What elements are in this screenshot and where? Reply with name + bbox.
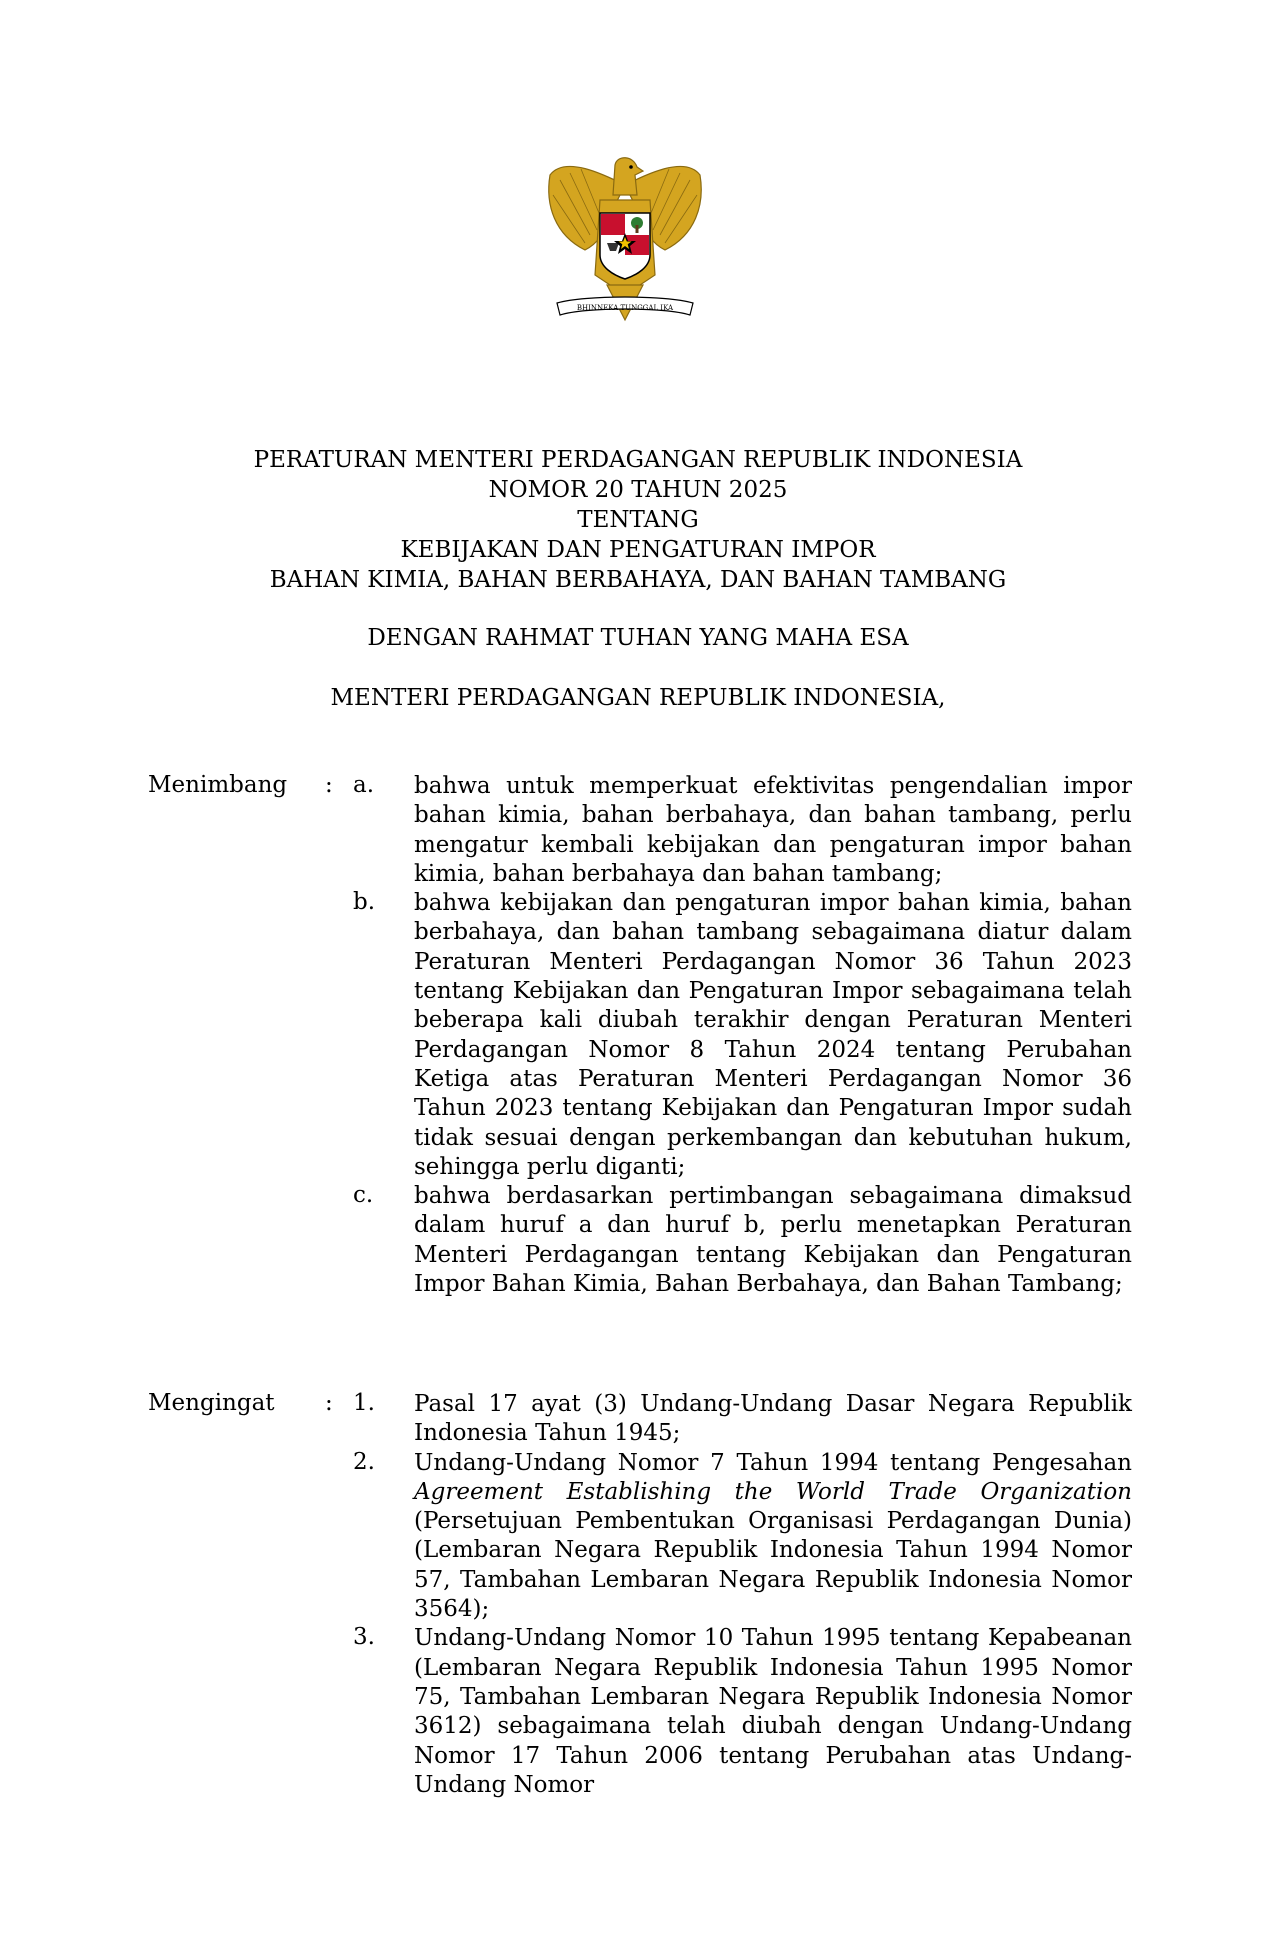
item-marker: c. xyxy=(353,1182,374,1209)
minister-line: MENTERI PERDAGANGAN REPUBLIK INDONESIA, xyxy=(330,685,946,711)
title-line: TENTANG xyxy=(577,507,699,533)
title-line: BAHAN KIMIA, BAHAN BERBAHAYA, DAN BAHAN TAMBANG xyxy=(269,567,1007,593)
item-marker: 1. xyxy=(353,1390,375,1416)
title-line: PERATURAN MENTERI PERDAGANGAN REPUBLIK INDONESIA xyxy=(253,447,1023,473)
item-text: bahwa kebijakan dan pengaturan impor bahan kimia, bahan berbahaya, dan bahan tambang sebagaimana diatur dalam Peraturan Menteri Perdagangan Nomor 36 Tahun 2023 tentang Kebijakan dan Pengaturan Impor sebagaimana telah beberapa kali diubah terakhir dengan Peraturan Menteri Perdagangan Nomor 8 Tahun 2024 tentang Perubahan Ketiga atas Peraturan Menteri Perdagangan Nomor 36 Tahun 2023 tentang Kebijakan dan Pengaturan Impor sudah tidak sesuai dengan perkembangan dan kebutuhan hukum, sehingga perlu diganti; xyxy=(414,890,1132,1180)
item-text xyxy=(414,1449,1132,1625)
item-text: Pasal 17 ayat (3) Undang-Undang Dasar Negara Republik Indonesia Tahun 1945; xyxy=(414,1391,1132,1447)
item-text: bahwa untuk memperkuat efektivitas pengendalian impor bahan kimia, bahan berbahaya, dan bahan tambang, perlu mengatur kembali kebijakan dan pengaturan impor bahan kimia, bahan berbahaya dan bahan tambang; xyxy=(414,773,1132,887)
title-line: NOMOR 20 TAHUN 2025 xyxy=(488,477,788,503)
section-colon: : xyxy=(325,1390,333,1416)
garuda-pancasila-emblem xyxy=(545,155,705,335)
section-colon: : xyxy=(325,772,333,798)
list-item xyxy=(0,1182,1276,1299)
list-item xyxy=(0,1624,1276,1800)
blessing-line: DENGAN RAHMAT TUHAN YANG MAHA ESA xyxy=(367,625,909,651)
item-text-italic: Agreement Establishing the World Trade Organization xyxy=(414,1478,1132,1505)
menimbang-section xyxy=(0,772,1276,1299)
item-marker: 2. xyxy=(353,1448,375,1475)
item-text-part: (Persetujuan Pembentukan Organisasi Perdagangan Dunia) (Lembaran Negara Republik Indonesia Tahun 1994 Nomor 57, Tambahan Lembaran Negara Republik Indonesia Nomor 3564); xyxy=(414,1508,1132,1623)
emblem-motto: BHINNEKA TUNGGAL IKA xyxy=(576,304,674,312)
item-marker: 3. xyxy=(353,1624,375,1651)
menimbang-label: Menimbang xyxy=(148,772,288,798)
item-text-part: Undang-Undang Nomor 7 Tahun 1994 tentang Pengesahan xyxy=(414,1449,1132,1476)
title-line: KEBIJAKAN DAN PENGATURAN IMPOR xyxy=(400,537,876,563)
mengingat-section xyxy=(0,1390,1276,1800)
regulation-title xyxy=(0,445,1276,595)
item-text: bahwa berdasarkan pertimbangan sebagaimana dimaksud dalam huruf a dan huruf b, perlu menetapkan Peraturan Menteri Perdagangan tentang Kebijakan dan Pengaturan Impor Bahan Kimia, Bahan Berbahaya, dan Bahan Tambang; xyxy=(414,1183,1132,1298)
list-item xyxy=(0,772,1276,889)
list-item xyxy=(0,1449,1276,1625)
list-item xyxy=(0,1390,1276,1449)
mengingat-label: Mengingat xyxy=(148,1390,275,1416)
item-marker: a. xyxy=(353,772,375,798)
item-text: Undang-Undang Nomor 10 Tahun 1995 tentang Kepabeanan (Lembaran Negara Republik Indonesia Tahun 1995 Nomor 75, Tambahan Lembaran Negara Republik Indonesia Nomor 3612) sebagaimana telah diubah dengan Undang-Undang Nomor 17 Tahun 2006 tentang Perubahan atas Undang-Undang Nomor xyxy=(414,1625,1132,1798)
item-marker: b. xyxy=(353,889,376,916)
list-item xyxy=(0,889,1276,1182)
